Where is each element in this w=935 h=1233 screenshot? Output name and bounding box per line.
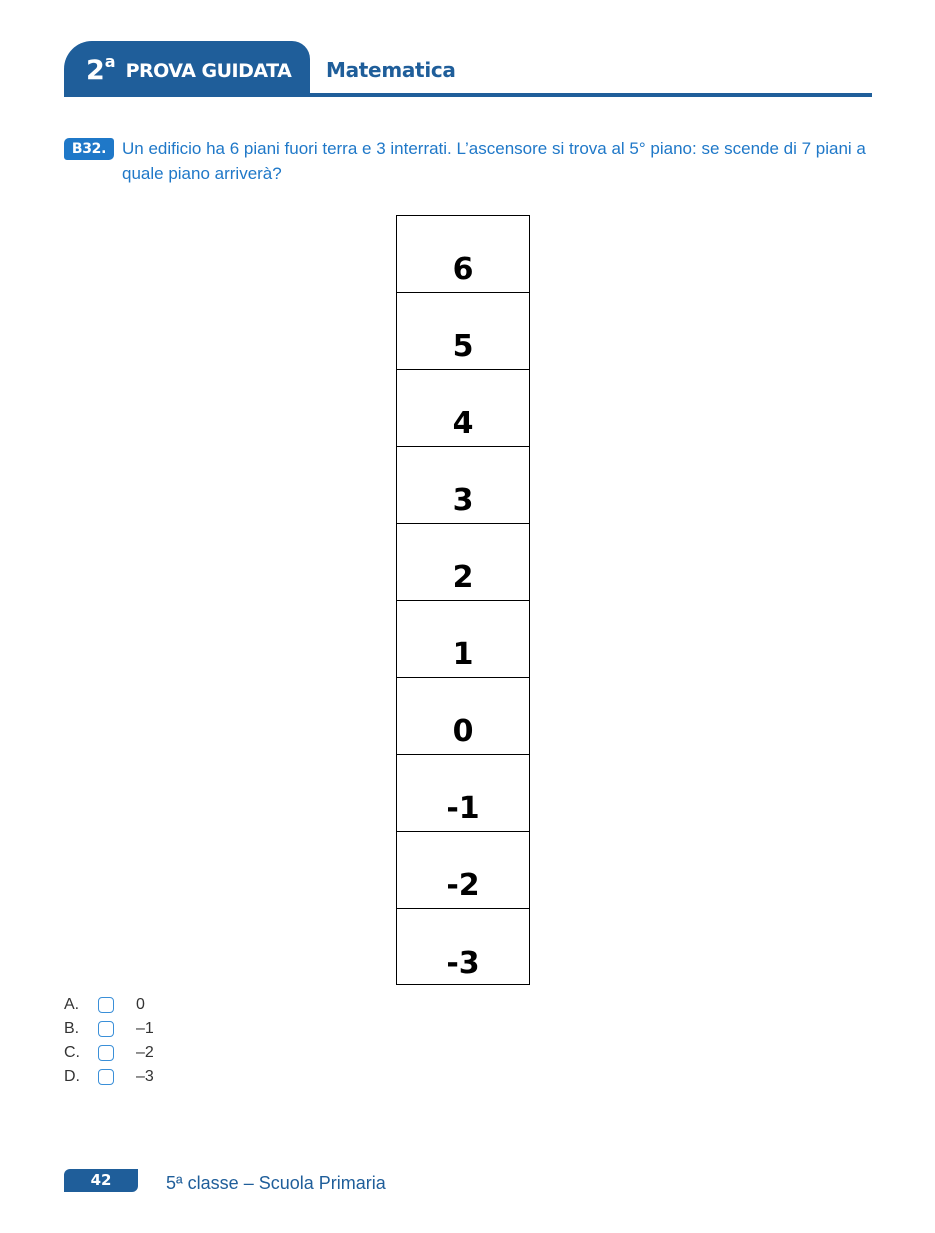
option-letter: A. [64,996,80,1013]
answer-options [64,993,154,1089]
checkbox[interactable] [98,997,114,1013]
option-value: 0 [136,996,145,1013]
checkbox[interactable] [98,1069,114,1085]
floor-cell: 0 [397,678,529,755]
option-letter: D. [64,1068,80,1085]
test-label: PROVA GUIDATA [125,60,292,82]
footer-text: 5ª classe – Scuola Primaria [166,1173,386,1193]
option-value: –3 [136,1068,154,1085]
option-value: –1 [136,1020,154,1037]
checkbox[interactable] [98,1021,114,1037]
option-letter: B. [64,1020,80,1037]
answer-option-b[interactable] [64,1017,154,1041]
question-text: Un edificio ha 6 piani fuori terra e 3 interrati. L’ascensore si trova al 5° piano: se scende di 7 piani a quale piano arriverà? [122,139,866,183]
answer-option-d[interactable] [64,1065,154,1089]
floor-cell: 4 [397,370,529,447]
subject-title: Matematica [326,58,456,82]
question-number-badge: B32. [64,138,114,160]
building-diagram [396,215,530,985]
option-letter: C. [64,1044,80,1061]
answer-option-a[interactable] [64,993,154,1017]
test-ordinal: 2$^a$ [86,52,116,86]
answer-option-c[interactable] [64,1041,154,1065]
floor-cell: -1 [397,755,529,832]
floor-cell: -2 [397,832,529,909]
checkbox[interactable] [98,1045,114,1061]
option-value: –2 [136,1044,154,1061]
floor-cell: 3 [397,447,529,524]
floor-cell: 5 [397,293,529,370]
floor-cell: 2 [397,524,529,601]
floor-cell: -3 [446,946,480,981]
header-tab [64,41,310,97]
header-divider [64,93,872,97]
page-number: 42 [64,1169,138,1192]
floor-cell: 6 [397,216,529,293]
floor-cell: 1 [397,601,529,678]
